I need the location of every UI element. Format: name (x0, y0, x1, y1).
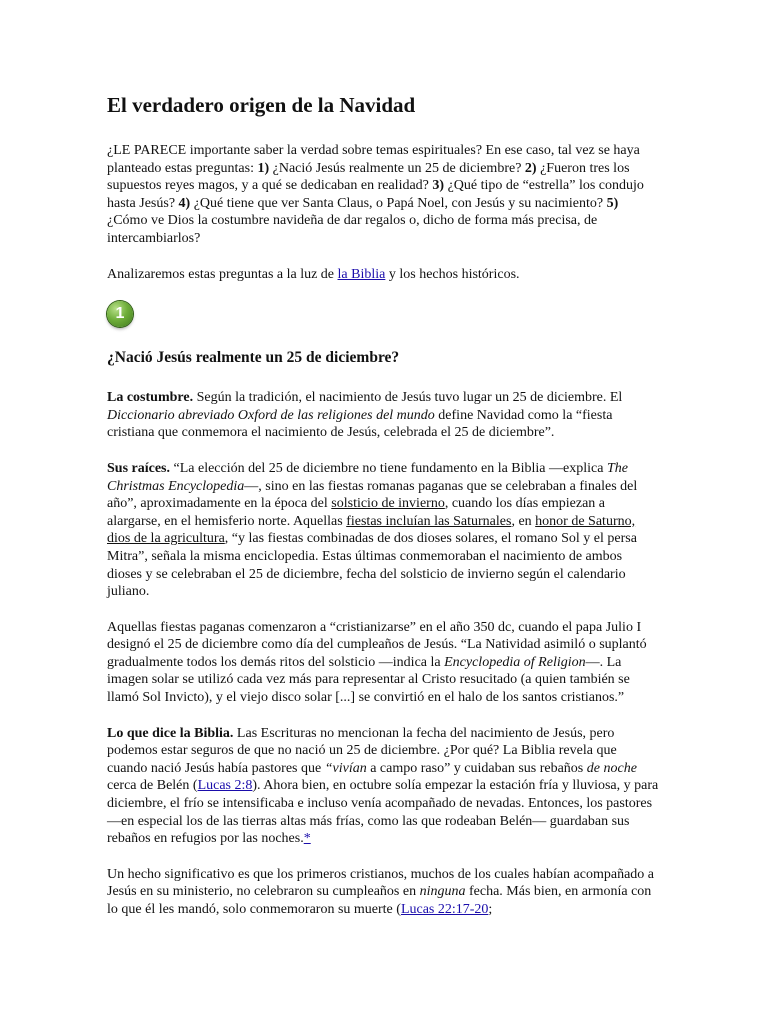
footnote-link[interactable]: * (303, 831, 311, 847)
paragraph-text: , cuando los días empiezan a alargarse, en el hemisferio norte. Aquellas (107, 496, 605, 529)
paragraph-text: —, sino en las fiestas romanas paganas que se celebraban a finales del año”, aproximadamente en la época del (107, 478, 638, 512)
question-text: ¿Qué tipo de “estrella” los condujo hasta Jesús? (107, 178, 644, 211)
bible-link[interactable]: la Biblia (337, 266, 386, 282)
question-number: 3) (432, 178, 445, 194)
question-text: ¿Fueron tres los supuestos reyes magos, y a qué se dedicaban en realidad? (107, 160, 630, 194)
raices-paragraph (107, 460, 659, 601)
paragraph-text: define Navidad como la “fiesta cristiana que conmemora el nacimiento de Jesús, celebrada el 25 de diciembre”. (107, 407, 613, 441)
hecho-paragraph (107, 866, 659, 919)
question-text: ¿Qué tiene que ver Santa Claus, o Papá Noel, con Jesús y su nacimiento? (190, 195, 607, 211)
question-text: ¿Cómo ve Dios la costumbre navideña de dar regalos o, dicho de forma más precisa, de intercambiarlos? (107, 213, 598, 246)
intro-text: ¿LE PARECE importante saber la verdad sobre temas espirituales? En ese caso, tal vez se haya planteado estas preguntas: (107, 143, 640, 176)
paragraph-text: —. La imagen solar se utilizó cada vez más para representar al Cristo resucitado (a quien también se llamó Sol Invicto), y el viejo disco solar [...] se convirtió en el halo de los santos cristianos.” (107, 654, 630, 706)
intro-paragraph (107, 142, 659, 248)
costumbre-paragraph (107, 389, 659, 442)
book-title: The Christmas Encyclopedia (107, 460, 628, 494)
question-text: ¿Nació Jesús realmente un 25 de diciembre? (269, 160, 525, 176)
scripture-link-lucas-2-8[interactable]: Lucas 2:8 (197, 778, 253, 794)
paragraph-text: a campo raso” y cuidaban sus rebaños (366, 760, 587, 776)
paragraph-text: ). Ahora bien, en octubre solía empezar la estación fría y lluviosa, y para diciembre, el frío se intensificaba e incluso venía acompañado de nevadas. Entonces, los pastores —en especial los de las tierras altas más frías, como las que rodeaban Belén— guardaban sus rebaños en refugios por las noches. (107, 778, 659, 847)
question-number: 1) (257, 160, 270, 176)
section-heading: ¿Nació Jesús realmente un 25 de diciembre? (107, 349, 400, 367)
question-number: 4) (178, 195, 191, 211)
paragraph-label: Lo que dice la Biblia. (107, 725, 234, 741)
paragraph-text: , “y las fiestas combinadas de dos dioses solares, el romano Sol y el persa Mitra”, señala la misma enciclopedia. Estas últimas conmemoraban el nacimiento de ambos dioses y se celebraban el 25 de diciembre, fecha del solsticio de invierno según el calendario juliano. (107, 531, 637, 600)
article-title: El verdadero origen de la Navidad (107, 93, 416, 117)
paragraph-text: Las Escrituras no mencionan la fecha del nacimiento de Jesús, pero podemos estar seguros de que no nació un 25 de diciembre. ¿Por qué? La Biblia revela que cuando nació Jesús había pastores que (107, 725, 617, 776)
emphasis-text: de noche (586, 760, 637, 776)
question-number: 5) (606, 195, 619, 211)
underlined-term: fiestas incluían las Saturnales (346, 513, 512, 529)
paragraph-text: Según la tradición, el nacimiento de Jesús tuvo lugar un 25 de diciembre. El (193, 390, 623, 406)
paragraph-text: , en (511, 513, 536, 529)
paragraph-text: cerca de Belén ( (107, 778, 198, 794)
paragraph-text: fecha. Más bien, en armonía con lo que él les mandó, solo conmemoraron su muerte ( (107, 884, 652, 917)
question-number: 2) (524, 160, 537, 176)
analysis-text: y los hechos históricos. (385, 266, 520, 282)
book-title: Diccionario abreviado Oxford de las religiones del mundo (107, 407, 435, 423)
analysis-paragraph (107, 266, 659, 284)
paragraph-text: ; (488, 902, 493, 917)
underlined-term: honor de Saturno, dios de la agricultura (107, 513, 636, 547)
biblia-paragraph (107, 725, 659, 848)
emphasis-text: “vivían (324, 760, 367, 776)
paragraph-label: Sus raíces. (107, 460, 170, 476)
number-one-badge-icon: 1 (107, 301, 133, 327)
analysis-text: Analizaremos estas preguntas a la luz de (107, 266, 338, 282)
book-title: Encyclopedia of Religion (444, 654, 586, 670)
paganas-paragraph (107, 619, 659, 707)
paragraph-label: La costumbre. (107, 390, 194, 406)
emphasis-text: ninguna (419, 884, 466, 900)
paragraph-text: Aquellas fiestas paganas comenzaron a “cristianizarse” en el año 350 dc, cuando el papa Julio I designó el 25 de diciembre como día del cumpleaños de Jesús. “La Natividad asimiló o suplantó gradualmente todos los demás ritos del solsticio —indica la (107, 619, 647, 670)
scripture-link-lucas-22-17-20[interactable]: Lucas 22:17-20 (400, 902, 489, 917)
article-body (107, 88, 659, 937)
paragraph-text: “La elección del 25 de diciembre no tiene fundamento en la Biblia —explica (170, 460, 607, 476)
underlined-term: solsticio de invierno (331, 496, 445, 512)
paragraph-text: Un hecho significativo es que los primeros cristianos, muchos de los cuales habían acompañado a Jesús en su ministerio, no celebraron su cumpleaños en (107, 866, 655, 900)
